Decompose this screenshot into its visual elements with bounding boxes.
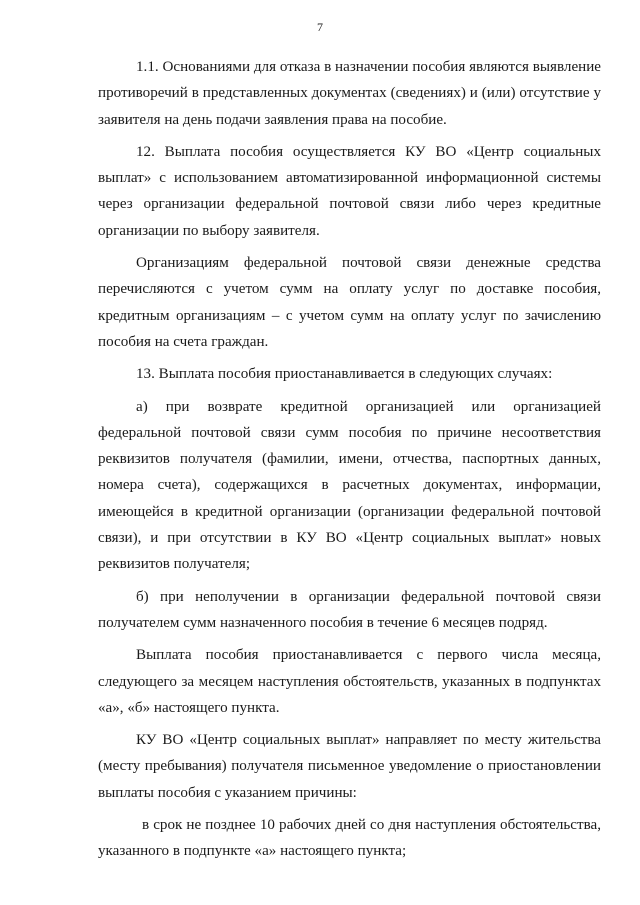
paragraph-deadline: в срок не позднее 10 рабочих дней со дня наступления обстоятельства, указанного в подпункте «а» настоящего пункта; [98,817,601,860]
paragraph-13-suspension: 13. Выплата пособия приостанавливается в следующих случаях: [136,366,553,383]
document-body [98,54,601,871]
paragraph-12-payment: 12. Выплата пособия осуществляется КУ ВО «Центр социальных выплат» с использованием автоматизированной информационной системы через организации федеральной почтовой связи либо через кредитные организации по выбору заявителя. [98,143,601,239]
paragraph-13-a: а) при возврате кредитной организацией или организацией федеральной почтовой связи сумм пособия по причине несоответствия реквизитов получателя (фамилии, имени, отчества, паспортных данных, номера счета), содержащихся в расчетных документах, информации, имеющейся в кредитной организации (организации федеральной почтовой связи), и при отсутствии в КУ ВО «Центр социальных выплат» новых реквизитов получателя; [98,398,601,573]
paragraph-notification: КУ ВО «Центр социальных выплат» направляет по месту жительства (месту пребывания) получателя письменное уведомление о приостановлении выплаты пособия с указанием причины: [98,732,601,801]
paragraph-1-1-refusal-grounds: 1.1. Основаниями для отказа в назначении пособия являются выявление противоречий в представленных документах (сведениях) и (или) отсутствие у заявителя на день подачи заявления права на пособие. [98,59,601,128]
paragraph-postal-transfer: Организациям федеральной почтовой связи денежные средства перечисляются с учетом сумм на оплату услуг по доставке пособия, кредитным организациям – с учетом сумм на оплату услуг по зачислению пособия на счета граждан. [98,255,601,350]
paragraph-suspension-date: Выплата пособия приостанавливается с первого числа месяца, следующего за месяцем наступления обстоятельств, указанных в подпунктах «а», «б» настоящего пункта. [98,647,601,716]
paragraph-13-b: б) при неполучении в организации федеральной почтовой связи получателем сумм назначенного пособия в течение 6 месяцев подряд. [98,588,601,631]
page-number: 7 [317,20,323,34]
